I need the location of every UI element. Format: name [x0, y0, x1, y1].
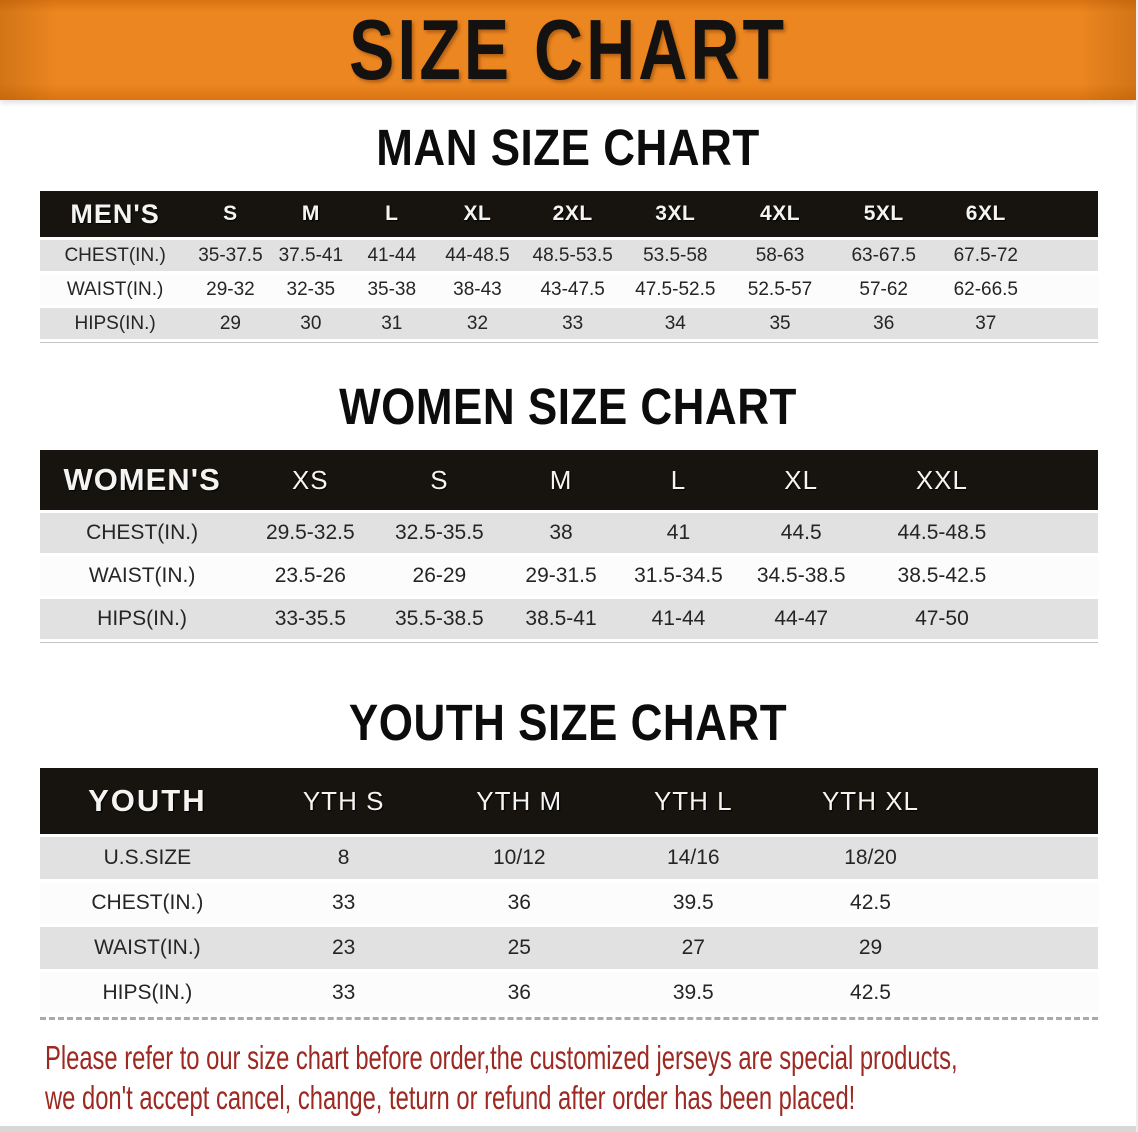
size-value-cell: 42.5	[781, 972, 961, 1014]
filler-cell	[960, 972, 1098, 1014]
men-table-label: MEN'S	[40, 191, 190, 237]
size-col-header: XL	[433, 191, 523, 237]
row-label: HIPS(IN.)	[40, 599, 244, 639]
size-value-cell: 23.5-26	[244, 556, 376, 596]
table-row-ussize	[40, 837, 1098, 879]
row-label: WAIST(IN.)	[40, 556, 244, 596]
size-col-header: S	[190, 191, 270, 237]
men-section-heading: MAN SIZE CHART	[376, 120, 760, 177]
size-col-header: 3XL	[623, 191, 728, 237]
size-value-cell: 44.5	[737, 513, 865, 553]
size-value-cell: 35-37.5	[190, 240, 270, 271]
size-value-cell: 38.5-42.5	[865, 556, 1018, 596]
women-header-row	[40, 450, 1098, 510]
size-value-cell: 33	[255, 882, 433, 924]
header-filler-cell	[1019, 450, 1098, 510]
size-value-cell: 38-43	[433, 274, 523, 305]
women-section-heading: WOMEN SIZE CHART	[339, 379, 797, 436]
header-filler-cell	[960, 768, 1098, 834]
filler-cell	[1037, 308, 1098, 339]
men-size-table	[40, 188, 1098, 342]
size-col-header: XS	[244, 450, 376, 510]
size-value-cell: 39.5	[606, 882, 781, 924]
size-value-cell: 53.5-58	[623, 240, 728, 271]
table-row-hips	[40, 972, 1098, 1014]
size-value-cell: 52.5-57	[728, 274, 833, 305]
table-row-chest	[40, 882, 1098, 924]
size-value-cell: 47.5-52.5	[623, 274, 728, 305]
size-col-header: M	[502, 450, 619, 510]
size-value-cell: 29	[190, 308, 270, 339]
size-value-cell: 37	[935, 308, 1037, 339]
size-value-cell: 18/20	[781, 837, 961, 879]
youth-size-table	[40, 765, 1098, 1017]
table-row-waist	[40, 274, 1098, 305]
size-value-cell: 35-38	[351, 274, 432, 305]
size-value-cell: 36	[832, 308, 935, 339]
size-value-cell: 26-29	[376, 556, 502, 596]
row-label: CHEST(IN.)	[40, 882, 255, 924]
size-value-cell: 67.5-72	[935, 240, 1037, 271]
size-col-header: M	[271, 191, 351, 237]
size-value-cell: 48.5-53.5	[522, 240, 623, 271]
row-label: WAIST(IN.)	[40, 274, 190, 305]
disclaimer-line-2: we don't accept cancel, change, teturn or refund after order has been placed!	[45, 1079, 856, 1116]
women-table-label: WOMEN'S	[40, 450, 244, 510]
row-label: CHEST(IN.)	[40, 513, 244, 553]
size-value-cell: 32	[433, 308, 523, 339]
size-value-cell: 39.5	[606, 972, 781, 1014]
table-row-waist	[40, 927, 1098, 969]
size-col-header: YTH M	[433, 768, 607, 834]
size-value-cell: 43-47.5	[522, 274, 623, 305]
size-value-cell: 33	[255, 972, 433, 1014]
banner	[0, 0, 1136, 100]
size-value-cell: 41-44	[620, 599, 737, 639]
women-size-table	[40, 447, 1098, 642]
size-value-cell: 62-66.5	[935, 274, 1037, 305]
filler-cell	[1019, 513, 1098, 553]
size-value-cell: 63-67.5	[832, 240, 935, 271]
disclaimer-line-1: Please refer to our size chart before order,the customized jerseys are special products,	[45, 1039, 958, 1076]
size-value-cell: 42.5	[781, 882, 961, 924]
size-value-cell: 36	[433, 972, 607, 1014]
size-value-cell: 32.5-35.5	[376, 513, 502, 553]
size-col-header: YTH L	[606, 768, 781, 834]
size-value-cell: 44.5-48.5	[865, 513, 1018, 553]
size-value-cell: 35.5-38.5	[376, 599, 502, 639]
youth-section-heading: YOUTH SIZE CHART	[348, 695, 788, 752]
size-col-header: L	[351, 191, 432, 237]
filler-cell	[1019, 599, 1098, 639]
table-row-hips	[40, 308, 1098, 339]
men-table-underline	[40, 342, 1098, 343]
size-value-cell: 38	[502, 513, 619, 553]
filler-cell	[960, 927, 1098, 969]
size-value-cell: 47-50	[865, 599, 1018, 639]
size-value-cell: 32-35	[271, 274, 351, 305]
women-table-underline	[40, 642, 1098, 643]
page-title: SIZE CHART	[349, 2, 787, 98]
size-col-header: 6XL	[935, 191, 1037, 237]
size-value-cell: 31.5-34.5	[620, 556, 737, 596]
size-value-cell: 14/16	[606, 837, 781, 879]
size-value-cell: 31	[351, 308, 432, 339]
size-value-cell: 23	[255, 927, 433, 969]
filler-cell	[1037, 240, 1098, 271]
table-row-hips	[40, 599, 1098, 639]
table-row-waist	[40, 556, 1098, 596]
filler-cell	[960, 837, 1098, 879]
filler-cell	[1019, 556, 1098, 596]
size-value-cell: 8	[255, 837, 433, 879]
size-col-header: YTH XL	[781, 768, 961, 834]
size-col-header: 2XL	[522, 191, 623, 237]
size-col-header: XL	[737, 450, 865, 510]
row-label: HIPS(IN.)	[40, 972, 255, 1014]
size-col-header: L	[620, 450, 737, 510]
size-col-header: 4XL	[728, 191, 833, 237]
size-value-cell: 44-47	[737, 599, 865, 639]
row-label: HIPS(IN.)	[40, 308, 190, 339]
size-value-cell: 34	[623, 308, 728, 339]
size-value-cell: 25	[433, 927, 607, 969]
size-col-header: S	[376, 450, 502, 510]
youth-header-row	[40, 768, 1098, 834]
youth-table-label: YOUTH	[40, 768, 255, 834]
size-value-cell: 33	[522, 308, 623, 339]
size-value-cell: 41-44	[351, 240, 432, 271]
size-value-cell: 58-63	[728, 240, 833, 271]
row-label: WAIST(IN.)	[40, 927, 255, 969]
size-value-cell: 41	[620, 513, 737, 553]
size-value-cell: 27	[606, 927, 781, 969]
table-row-chest	[40, 513, 1098, 553]
youth-table-underline	[40, 1017, 1098, 1020]
header-filler-cell	[1037, 191, 1098, 237]
size-col-header: XXL	[865, 450, 1018, 510]
men-header-row	[40, 191, 1098, 237]
size-value-cell: 33-35.5	[244, 599, 376, 639]
size-value-cell: 36	[433, 882, 607, 924]
row-label: U.S.SIZE	[40, 837, 255, 879]
size-value-cell: 29.5-32.5	[244, 513, 376, 553]
size-value-cell: 10/12	[433, 837, 607, 879]
size-value-cell: 30	[271, 308, 351, 339]
size-col-header: 5XL	[832, 191, 935, 237]
row-label: CHEST(IN.)	[40, 240, 190, 271]
size-value-cell: 35	[728, 308, 833, 339]
size-col-header: YTH S	[255, 768, 433, 834]
size-value-cell: 37.5-41	[271, 240, 351, 271]
table-row-chest	[40, 240, 1098, 271]
bottom-edge-strip	[0, 1126, 1136, 1132]
size-value-cell: 29-32	[190, 274, 270, 305]
size-value-cell: 29-31.5	[502, 556, 619, 596]
size-value-cell: 57-62	[832, 274, 935, 305]
filler-cell	[1037, 274, 1098, 305]
size-value-cell: 44-48.5	[433, 240, 523, 271]
size-value-cell: 34.5-38.5	[737, 556, 865, 596]
size-value-cell: 29	[781, 927, 961, 969]
size-value-cell: 38.5-41	[502, 599, 619, 639]
filler-cell	[960, 882, 1098, 924]
